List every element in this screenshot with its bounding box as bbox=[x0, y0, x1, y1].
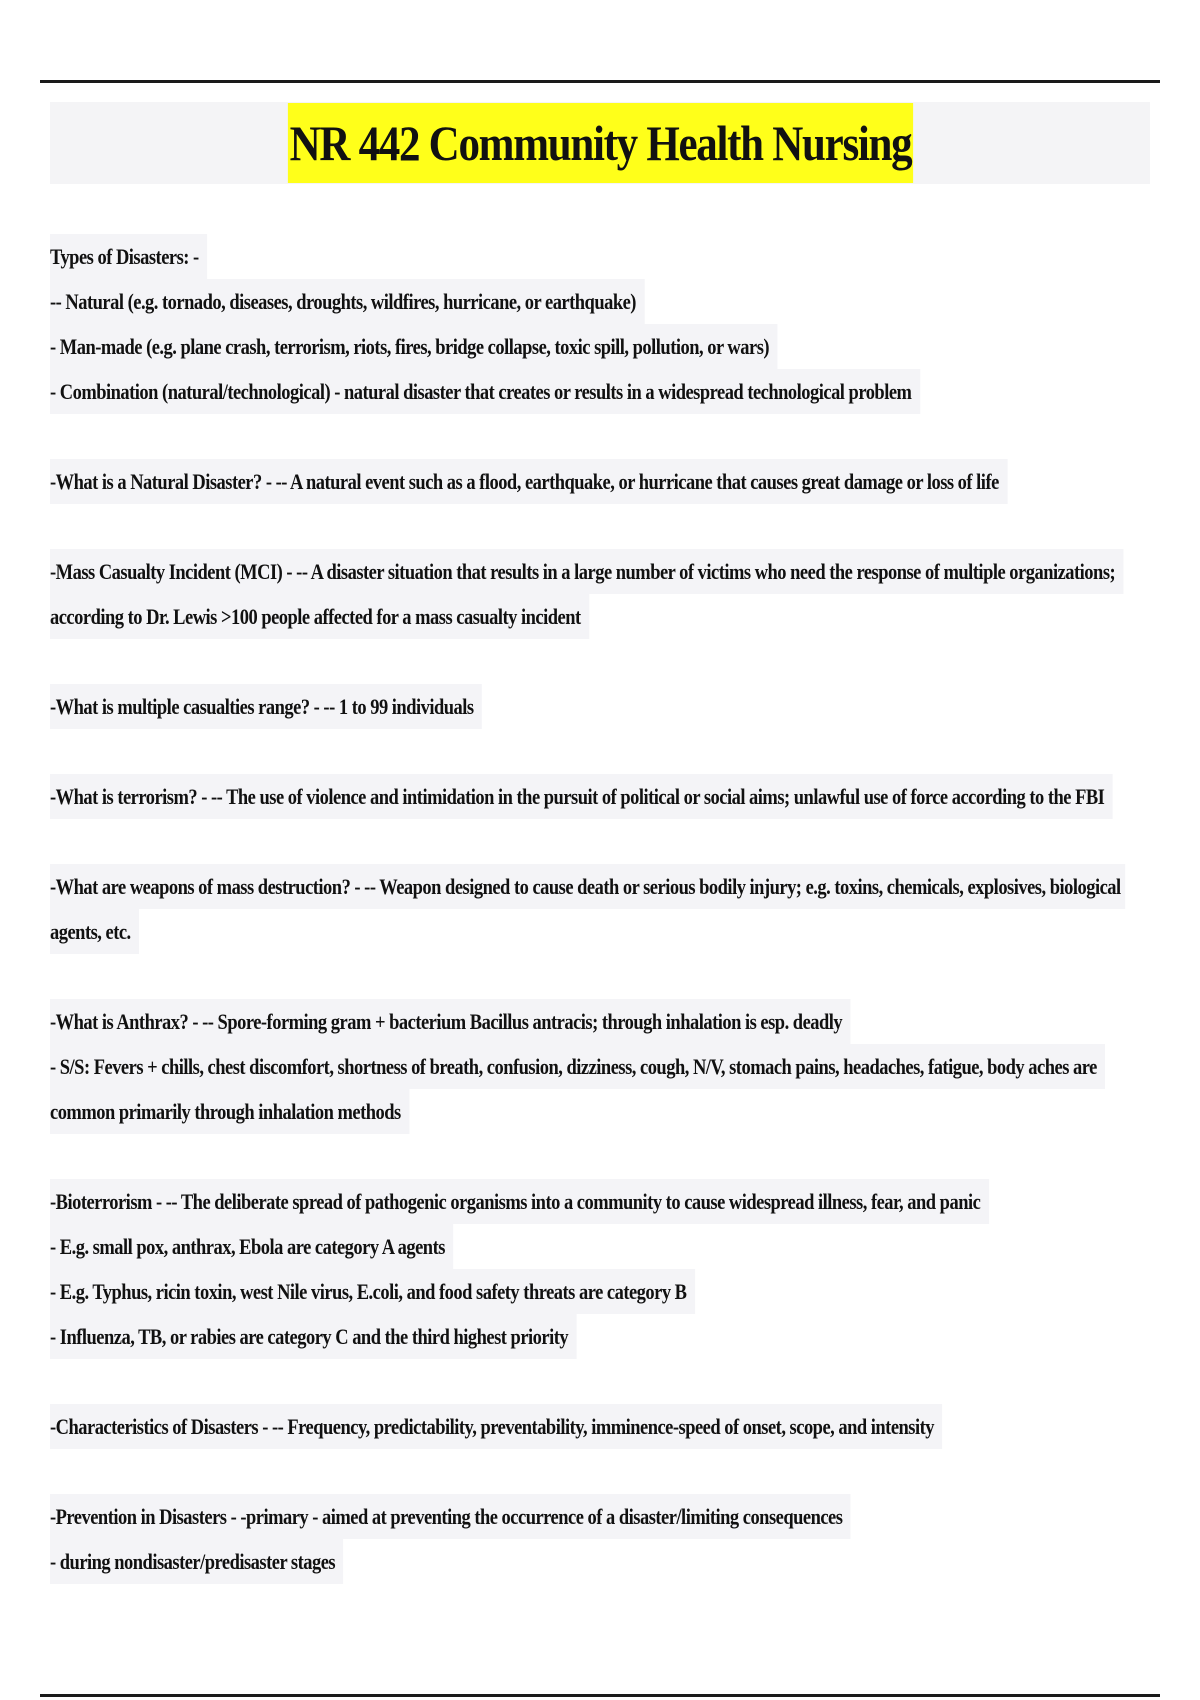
note-line: - Man-made (e.g. plane crash, terrorism, riots, fires, bridge collapse, toxic spill, pollution, or wars) bbox=[50, 324, 777, 369]
document-body bbox=[50, 234, 1160, 1629]
note-line: common primarily through inhalation methods bbox=[50, 1089, 409, 1134]
note-line: -Bioterrorism - -- The deliberate spread of pathogenic organisms into a community to cause widespread illness, fear, and panic bbox=[50, 1179, 989, 1224]
note-entry bbox=[50, 459, 1160, 504]
note-line: -Mass Casualty Incident (MCI) - -- A disaster situation that results in a large number of victims who need the response of multiple organizations; bbox=[50, 549, 1124, 594]
note-line: - during nondisaster/predisaster stages bbox=[50, 1539, 344, 1584]
note-line: -What are weapons of mass destruction? - -- Weapon designed to cause death or serious bodily injury; e.g. toxins, chemicals, explosives, biological bbox=[50, 864, 1125, 909]
note-line: -Characteristics of Disasters - -- Frequency, predictability, preventability, imminence-speed of onset, scope, and intensity bbox=[50, 1404, 942, 1449]
note-entry bbox=[50, 864, 1160, 954]
note-entry bbox=[50, 1494, 1160, 1584]
note-line: - Influenza, TB, or rabies are category C and the third highest priority bbox=[50, 1314, 576, 1359]
note-line: -Prevention in Disasters - -primary - aimed at preventing the occurrence of a disaster/limiting consequences bbox=[50, 1494, 851, 1539]
note-entry bbox=[50, 549, 1160, 639]
note-line: -What is a Natural Disaster? - -- A natural event such as a flood, earthquake, or hurricane that causes great damage or loss of life bbox=[50, 459, 1007, 504]
note-line: agents, etc. bbox=[50, 909, 139, 954]
note-line: - E.g. Typhus, ricin toxin, west Nile virus, E.coli, and food safety threats are category B bbox=[50, 1269, 695, 1314]
note-line: according to Dr. Lewis >100 people affected for a mass casualty incident bbox=[50, 594, 589, 639]
note-line: -- Natural (e.g. tornado, diseases, droughts, wildfires, hurricane, or earthquake) bbox=[50, 279, 644, 324]
note-line: - S/S: Fevers + chills, chest discomfort, shortness of breath, confusion, dizziness, cough, N/V, stomach pains, headaches, fatigue, body aches are bbox=[50, 1044, 1105, 1089]
note-line: -What is multiple casualties range? - -- 1 to 99 individuals bbox=[50, 684, 482, 729]
note-entry bbox=[50, 999, 1160, 1134]
note-entry bbox=[50, 1179, 1160, 1359]
bottom-divider bbox=[40, 1694, 1160, 1697]
note-entry bbox=[50, 1404, 1160, 1449]
note-line: -What is terrorism? - -- The use of violence and intimidation in the pursuit of political or social aims; unlawful use of force according to the FBI bbox=[50, 774, 1113, 819]
note-line: Types of Disasters: - bbox=[50, 234, 207, 279]
note-entry bbox=[50, 774, 1160, 819]
note-line: -What is Anthrax? - -- Spore-forming gram + bacterium Bacillus antracis; through inhalation is esp. deadly bbox=[50, 999, 851, 1044]
note-line: - Combination (natural/technological) - natural disaster that creates or results in a widespread technological problem bbox=[50, 369, 920, 414]
note-entry bbox=[50, 684, 1160, 729]
document-title: NR 442 Community Health Nursing bbox=[287, 103, 912, 183]
note-line: - E.g. small pox, anthrax, Ebola are category A agents bbox=[50, 1224, 453, 1269]
title-banner bbox=[50, 102, 1150, 184]
top-divider bbox=[40, 80, 1160, 83]
note-entry bbox=[50, 234, 1160, 414]
